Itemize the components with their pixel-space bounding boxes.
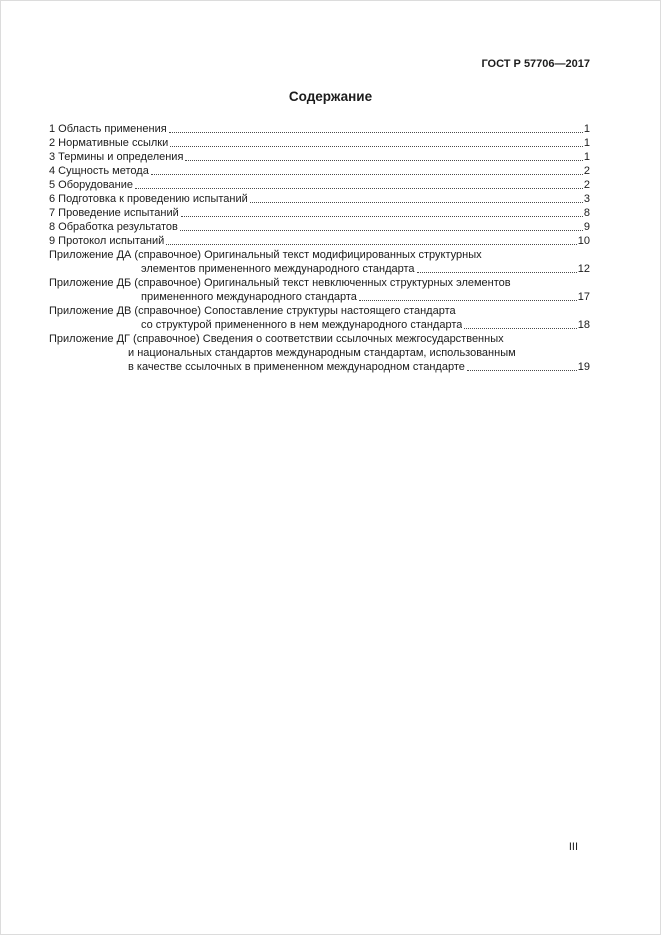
dot-leader xyxy=(415,262,578,276)
toc-entry xyxy=(49,122,590,136)
toc-entry xyxy=(49,234,590,248)
toc-entry-page: 1 xyxy=(583,151,590,163)
dot-leader xyxy=(168,136,584,150)
toc-entry-label: Приложение ДГ (справочное) Сведения о соответствии ссылочных межгосударственных xyxy=(49,333,504,345)
toc-entry-label-continuation: в качестве ссылочных в примененном международном стандарте xyxy=(128,361,465,373)
standard-designation: ГОСТ Р 57706—2017 xyxy=(481,58,590,70)
toc-entry-label: Приложение ДБ (справочное) Оригинальный текст невключенных структурных элементов xyxy=(49,277,511,289)
toc-entry-label-continuation: и национальных стандартов международным стандартам, использованным xyxy=(128,347,516,359)
toc-entry-label: Приложение ДВ (справочное) Сопоставление структуры настоящего стандарта xyxy=(49,305,456,317)
toc-entry-page: 9 xyxy=(583,221,590,233)
toc-entry xyxy=(49,304,590,332)
toc-entry-page: 1 xyxy=(583,137,590,149)
toc-entry xyxy=(49,192,590,206)
toc-entry xyxy=(49,178,590,192)
toc-title: Содержание xyxy=(288,89,373,104)
dot-leader xyxy=(248,192,584,206)
toc-entry-label: 1 Область применения xyxy=(49,123,167,135)
dot-leader xyxy=(149,164,584,178)
toc-entry-page: 3 xyxy=(583,193,590,205)
toc-entry-label: 8 Обработка результатов xyxy=(49,221,178,233)
toc-entry-page: 18 xyxy=(577,319,590,331)
toc-entry-label: 3 Термины и определения xyxy=(49,151,184,163)
dot-leader xyxy=(164,234,577,248)
toc-entry-label: 7 Проведение испытаний xyxy=(49,207,179,219)
toc-entry-label: 2 Нормативные ссылки xyxy=(49,137,169,149)
table-of-contents xyxy=(49,122,590,374)
toc-entry-label: 4 Сущность метода xyxy=(49,165,149,177)
toc-entry xyxy=(49,332,590,374)
toc-entry-page: 10 xyxy=(577,235,590,247)
toc-entry-label: 5 Оборудование xyxy=(49,179,133,191)
dot-leader xyxy=(462,318,577,332)
toc-entry xyxy=(49,248,590,276)
dot-leader xyxy=(357,290,578,304)
toc-entry-page: 12 xyxy=(577,263,590,275)
toc-entry-page: 2 xyxy=(583,179,590,191)
toc-entry xyxy=(49,276,590,304)
toc-entry xyxy=(49,220,590,234)
dot-leader xyxy=(178,220,584,234)
toc-entry-label: Приложение ДА (справочное) Оригинальный текст модифицированных структурных xyxy=(49,249,482,261)
toc-entry xyxy=(49,164,590,178)
toc-entry-page: 2 xyxy=(583,165,590,177)
dot-leader xyxy=(465,360,578,374)
dot-leader xyxy=(179,206,584,220)
page-number: III xyxy=(568,841,578,853)
toc-entry-label-continuation: элементов примененного международного стандарта xyxy=(141,263,415,275)
toc-entry-page: 1 xyxy=(583,123,590,135)
toc-entry xyxy=(49,206,590,220)
toc-entry-label: 6 Подготовка к проведению испытаний xyxy=(49,193,248,205)
dot-leader xyxy=(167,122,584,136)
toc-entry xyxy=(49,150,590,164)
dot-leader xyxy=(133,178,584,192)
toc-entry-page: 8 xyxy=(583,207,590,219)
document-header xyxy=(49,58,590,70)
toc-entry-label-continuation: примененного международного стандарта xyxy=(141,291,357,303)
dot-leader xyxy=(183,150,583,164)
toc-entry-page: 17 xyxy=(577,291,590,303)
toc-entry xyxy=(49,136,590,150)
toc-entry-page: 19 xyxy=(577,361,590,373)
toc-entry-label: 9 Протокол испытаний xyxy=(49,235,165,247)
toc-entry-label-continuation: со структурой примененного в нем международного стандарта xyxy=(141,319,463,331)
